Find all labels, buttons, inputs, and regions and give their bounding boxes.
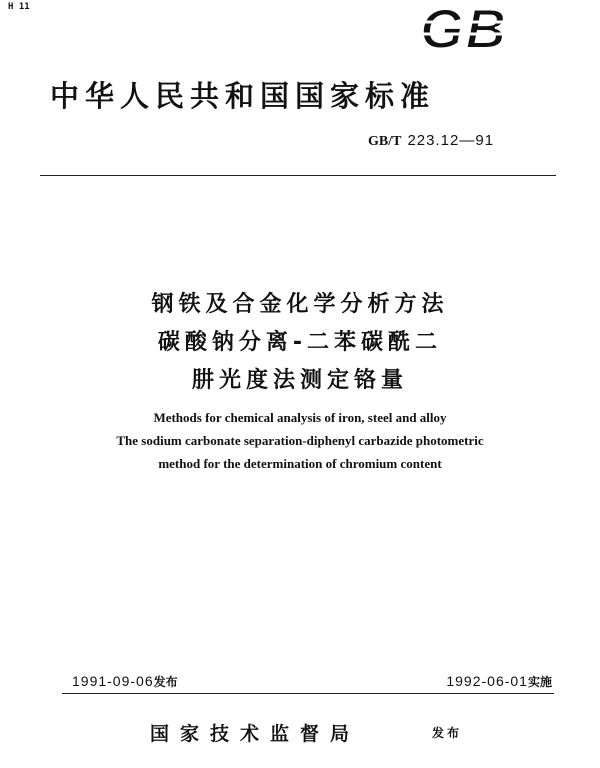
- title-cn-line-1: 钢铁及合金化学分析方法: [151, 292, 449, 317]
- issuer-name: 国家技术监督局: [150, 723, 361, 745]
- gb-logo: [404, 0, 524, 58]
- standard-org-title: 中华人民共和国国家标准: [50, 79, 436, 113]
- header-divider: [40, 175, 556, 176]
- footer-divider: [62, 693, 554, 694]
- issue-date: [72, 673, 178, 690]
- implement-date-value: 1992-06-01: [446, 673, 528, 689]
- title-en-line-1: Methods for chemical analysis of iron, steel and alloy: [153, 410, 447, 425]
- gb-logo-letters: GB: [420, 0, 508, 58]
- standard-number: [368, 132, 494, 150]
- issuer-action: 发布: [432, 726, 463, 740]
- implement-date-label: 实施: [527, 675, 552, 689]
- implement-date: [446, 673, 552, 690]
- title-en-line-3: method for the determination of chromium content: [158, 456, 442, 471]
- standard-number-value: 223.12—91: [407, 132, 495, 149]
- classification-code: H 11: [8, 2, 30, 12]
- issue-date-label: 发布: [153, 675, 178, 689]
- title-cn-line-2: 碳酸钠分离-二苯碳酰二: [157, 330, 443, 355]
- standard-number-prefix: GB/T: [368, 134, 402, 149]
- issue-date-value: 1991-09-06: [72, 673, 154, 689]
- title-en-line-2: The sodium carbonate separation-diphenyl carbazide photometric: [116, 433, 484, 448]
- title-cn-line-3: 肼光度法测定铬量: [191, 368, 408, 393]
